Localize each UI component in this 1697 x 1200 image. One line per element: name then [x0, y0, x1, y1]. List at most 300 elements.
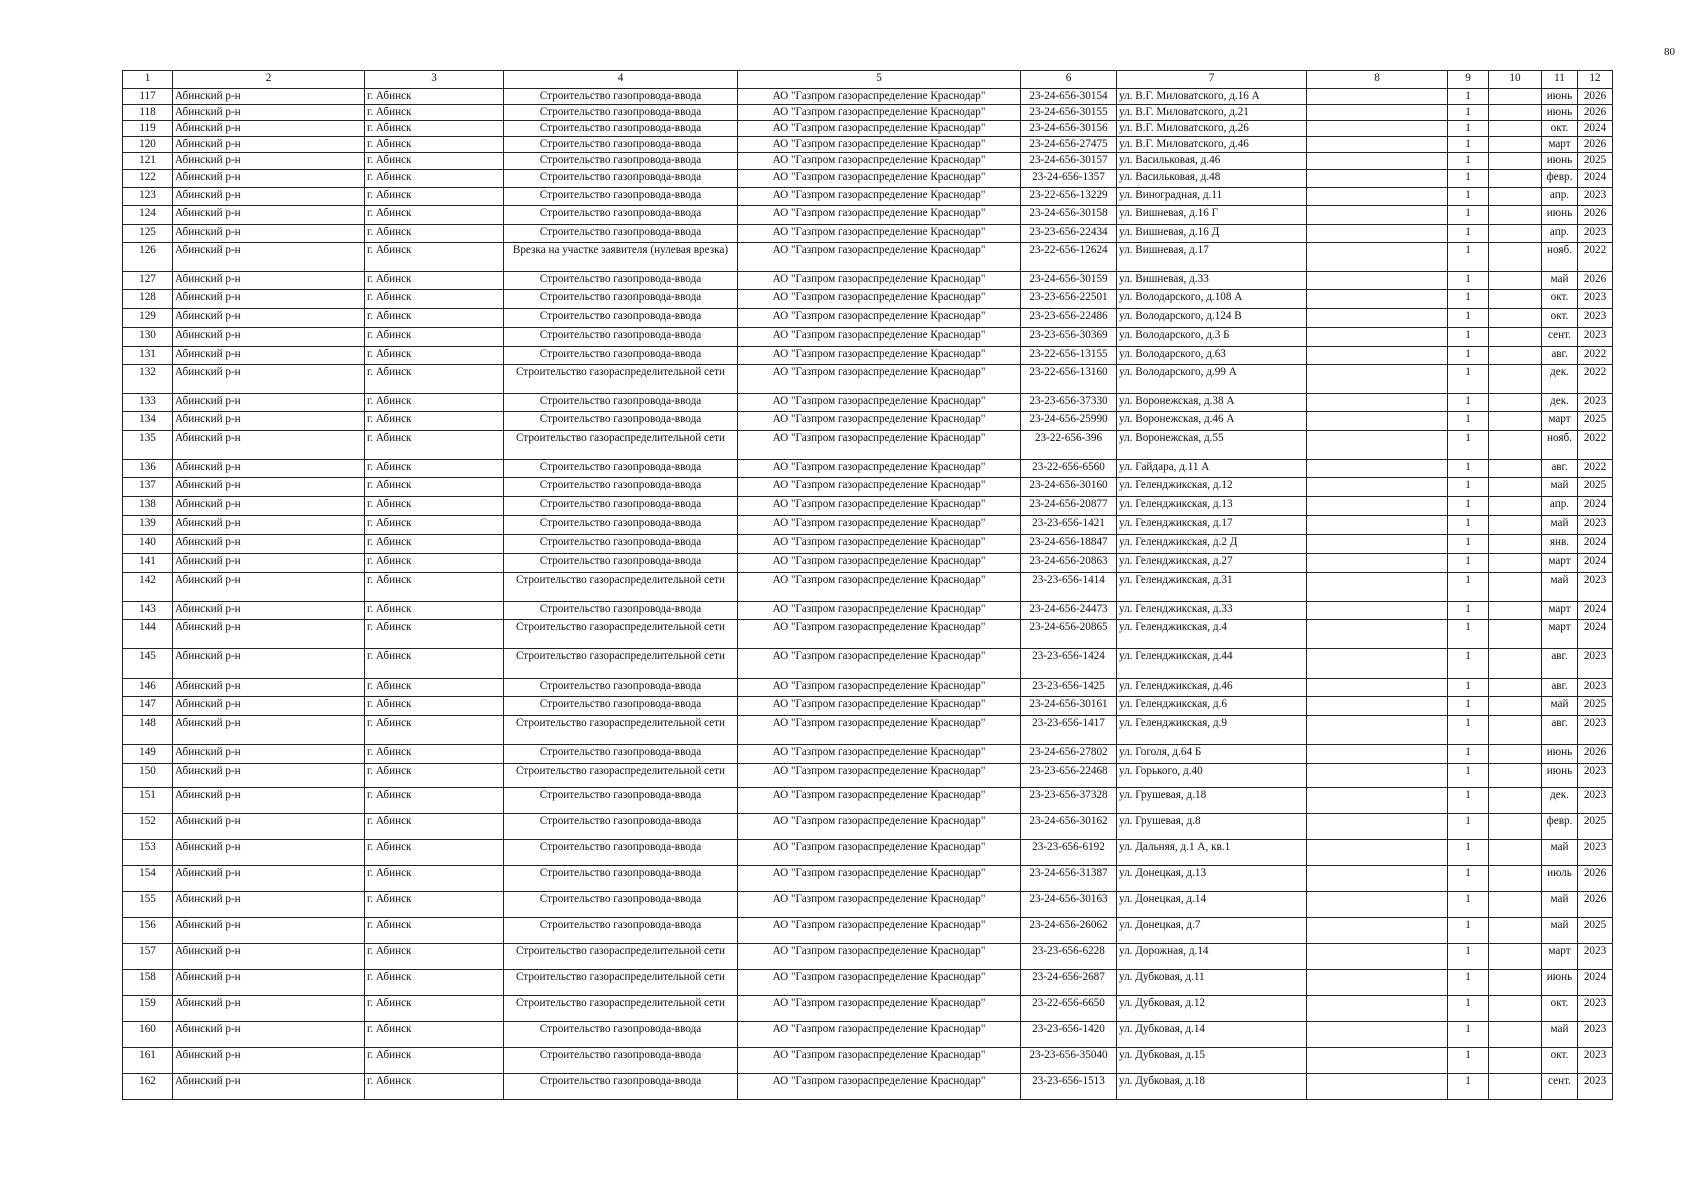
cell-row-number: 152	[123, 814, 173, 840]
cell-work-type: Строительство газопровода-ввода	[504, 602, 738, 620]
header-row	[123, 71, 1613, 89]
cell-city: г. Абинск	[365, 814, 504, 840]
cell-row-number: 138	[123, 497, 173, 516]
cell-row-number: 139	[123, 516, 173, 535]
cell-work-type: Строительство газопровода-ввода	[504, 206, 738, 225]
cell-application-number: 23-24-656-20877	[1021, 497, 1117, 516]
table-row	[123, 535, 1613, 554]
cell-organization: АО "Газпром газораспределение Краснодар"	[738, 697, 1021, 716]
cell-work-type: Строительство газопровода-ввода	[504, 745, 738, 764]
cell-organization: АО "Газпром газораспределение Краснодар"	[738, 554, 1021, 573]
cell-note	[1307, 121, 1448, 137]
header-cell-city: 3	[365, 71, 504, 89]
cell-work-type: Строительство газораспределительной сети	[504, 431, 738, 460]
cell-organization: АО "Газпром газораспределение Краснодар"	[738, 121, 1021, 137]
cell-extra	[1489, 431, 1542, 460]
cell-year: 2025	[1578, 478, 1613, 497]
cell-row-number: 159	[123, 996, 173, 1022]
cell-work-type: Строительство газопровода-ввода	[504, 814, 738, 840]
cell-note	[1307, 970, 1448, 996]
cell-month: окт.	[1542, 309, 1578, 328]
cell-month: дек.	[1542, 365, 1578, 394]
cell-month: нояб.	[1542, 243, 1578, 272]
cell-year: 2026	[1578, 137, 1613, 153]
cell-note	[1307, 1048, 1448, 1074]
cell-work-type: Строительство газопровода-ввода	[504, 309, 738, 328]
cell-extra	[1489, 892, 1542, 918]
cell-work-type: Строительство газораспределительной сети	[504, 764, 738, 788]
cell-application-number: 23-24-656-26062	[1021, 918, 1117, 944]
cell-district: Абинский р-н	[173, 944, 365, 970]
cell-district: Абинский р-н	[173, 460, 365, 478]
cell-work-type: Строительство газораспределительной сети	[504, 970, 738, 996]
cell-note	[1307, 745, 1448, 764]
cell-work-type: Строительство газораспределительной сети	[504, 944, 738, 970]
cell-address: ул. Васильковая, д.46	[1117, 153, 1307, 170]
cell-extra	[1489, 1074, 1542, 1100]
cell-city: г. Абинск	[365, 1074, 504, 1100]
cell-district: Абинский р-н	[173, 918, 365, 944]
cell-city: г. Абинск	[365, 620, 504, 649]
cell-quantity: 1	[1448, 105, 1489, 121]
cell-address: ул. Грушевая, д.8	[1117, 814, 1307, 840]
cell-extra	[1489, 866, 1542, 892]
header-cell-year: 12	[1578, 71, 1613, 89]
cell-application-number: 23-23-656-6228	[1021, 944, 1117, 970]
table-row	[123, 328, 1613, 347]
cell-organization: АО "Газпром газораспределение Краснодар"	[738, 535, 1021, 554]
cell-month: авг.	[1542, 649, 1578, 679]
cell-address: ул. Донецкая, д.7	[1117, 918, 1307, 944]
cell-row-number: 127	[123, 272, 173, 290]
cell-note	[1307, 272, 1448, 290]
table-row	[123, 516, 1613, 535]
cell-address: ул. Володарского, д.3 Б	[1117, 328, 1307, 347]
cell-note	[1307, 347, 1448, 365]
cell-work-type: Строительство газопровода-ввода	[504, 460, 738, 478]
cell-row-number: 148	[123, 716, 173, 745]
table-row	[123, 944, 1613, 970]
cell-month: февр.	[1542, 170, 1578, 188]
cell-month: дек.	[1542, 394, 1578, 412]
cell-organization: АО "Газпром газораспределение Краснодар"	[738, 970, 1021, 996]
cell-district: Абинский р-н	[173, 206, 365, 225]
cell-work-type: Строительство газораспределительной сети	[504, 620, 738, 649]
cell-year: 2023	[1578, 188, 1613, 206]
cell-year: 2026	[1578, 206, 1613, 225]
cell-organization: АО "Газпром газораспределение Краснодар"	[738, 188, 1021, 206]
cell-application-number: 23-23-656-22468	[1021, 764, 1117, 788]
cell-organization: АО "Газпром газораспределение Краснодар"	[738, 272, 1021, 290]
cell-application-number: 23-22-656-6650	[1021, 996, 1117, 1022]
cell-application-number: 23-22-656-396	[1021, 431, 1117, 460]
cell-district: Абинский р-н	[173, 272, 365, 290]
cell-month: сент.	[1542, 328, 1578, 347]
cell-quantity: 1	[1448, 272, 1489, 290]
cell-row-number: 119	[123, 121, 173, 137]
cell-year: 2024	[1578, 970, 1613, 996]
cell-city: г. Абинск	[365, 535, 504, 554]
cell-address: ул. Володарского, д.99 А	[1117, 365, 1307, 394]
cell-application-number: 23-24-656-30160	[1021, 478, 1117, 497]
cell-quantity: 1	[1448, 944, 1489, 970]
cell-application-number: 23-23-656-22434	[1021, 225, 1117, 243]
cell-extra	[1489, 996, 1542, 1022]
cell-extra	[1489, 716, 1542, 745]
cell-address: ул. Гайдара, д.11 А	[1117, 460, 1307, 478]
cell-district: Абинский р-н	[173, 309, 365, 328]
cell-row-number: 136	[123, 460, 173, 478]
table-row	[123, 649, 1613, 679]
cell-year: 2024	[1578, 121, 1613, 137]
cell-extra	[1489, 478, 1542, 497]
table-row	[123, 105, 1613, 121]
cell-extra	[1489, 170, 1542, 188]
cell-work-type: Строительство газопровода-ввода	[504, 554, 738, 573]
cell-address: ул. Геленджикская, д.31	[1117, 573, 1307, 602]
cell-note	[1307, 1074, 1448, 1100]
cell-district: Абинский р-н	[173, 573, 365, 602]
cell-organization: АО "Газпром газораспределение Краснодар"	[738, 89, 1021, 105]
cell-organization: АО "Газпром газораспределение Краснодар"	[738, 840, 1021, 866]
cell-city: г. Абинск	[365, 1022, 504, 1048]
table-row	[123, 620, 1613, 649]
cell-city: г. Абинск	[365, 365, 504, 394]
cell-month: март	[1542, 602, 1578, 620]
cell-extra	[1489, 814, 1542, 840]
cell-quantity: 1	[1448, 573, 1489, 602]
cell-application-number: 23-24-656-30157	[1021, 153, 1117, 170]
cell-address: ул. Геленджикская, д.4	[1117, 620, 1307, 649]
cell-application-number: 23-23-656-30369	[1021, 328, 1117, 347]
header-cell-extra: 10	[1489, 71, 1542, 89]
cell-quantity: 1	[1448, 764, 1489, 788]
cell-month: июнь	[1542, 206, 1578, 225]
cell-organization: АО "Газпром газораспределение Краснодар"	[738, 573, 1021, 602]
cell-note	[1307, 716, 1448, 745]
cell-year: 2023	[1578, 788, 1613, 814]
cell-note	[1307, 840, 1448, 866]
cell-address: ул. Геленджикская, д.2 Д	[1117, 535, 1307, 554]
cell-district: Абинский р-н	[173, 866, 365, 892]
cell-application-number: 23-24-656-30162	[1021, 814, 1117, 840]
cell-year: 2023	[1578, 328, 1613, 347]
cell-quantity: 1	[1448, 516, 1489, 535]
cell-month: окт.	[1542, 996, 1578, 1022]
cell-row-number: 133	[123, 394, 173, 412]
cell-work-type: Строительство газопровода-ввода	[504, 697, 738, 716]
cell-work-type: Строительство газопровода-ввода	[504, 918, 738, 944]
cell-extra	[1489, 745, 1542, 764]
cell-extra	[1489, 309, 1542, 328]
cell-organization: АО "Газпром газораспределение Краснодар"	[738, 1022, 1021, 1048]
cell-quantity: 1	[1448, 716, 1489, 745]
cell-organization: АО "Газпром газораспределение Краснодар"	[738, 944, 1021, 970]
cell-work-type: Строительство газопровода-ввода	[504, 535, 738, 554]
cell-note	[1307, 328, 1448, 347]
cell-city: г. Абинск	[365, 121, 504, 137]
header-cell-row-number: 1	[123, 71, 173, 89]
cell-application-number: 23-22-656-12624	[1021, 243, 1117, 272]
header-cell-organization: 5	[738, 71, 1021, 89]
cell-quantity: 1	[1448, 554, 1489, 573]
cell-district: Абинский р-н	[173, 516, 365, 535]
cell-month: июнь	[1542, 153, 1578, 170]
cell-note	[1307, 918, 1448, 944]
cell-row-number: 143	[123, 602, 173, 620]
header-cell-work-type: 4	[504, 71, 738, 89]
cell-district: Абинский р-н	[173, 365, 365, 394]
cell-city: г. Абинск	[365, 554, 504, 573]
cell-work-type: Строительство газопровода-ввода	[504, 866, 738, 892]
cell-row-number: 137	[123, 478, 173, 497]
cell-quantity: 1	[1448, 89, 1489, 105]
cell-note	[1307, 497, 1448, 516]
cell-quantity: 1	[1448, 649, 1489, 679]
cell-district: Абинский р-н	[173, 602, 365, 620]
cell-month: май	[1542, 1022, 1578, 1048]
cell-year: 2023	[1578, 516, 1613, 535]
cell-note	[1307, 105, 1448, 121]
table-row	[123, 153, 1613, 170]
cell-quantity: 1	[1448, 431, 1489, 460]
cell-city: г. Абинск	[365, 970, 504, 996]
cell-district: Абинский р-н	[173, 679, 365, 697]
cell-address: ул. Донецкая, д.14	[1117, 892, 1307, 918]
cell-extra	[1489, 573, 1542, 602]
cell-application-number: 23-24-656-1357	[1021, 170, 1117, 188]
cell-district: Абинский р-н	[173, 745, 365, 764]
cell-row-number: 161	[123, 1048, 173, 1074]
cell-address: ул. В.Г. Миловатского, д.26	[1117, 121, 1307, 137]
cell-work-type: Строительство газопровода-ввода	[504, 840, 738, 866]
table-row	[123, 840, 1613, 866]
cell-organization: АО "Газпром газораспределение Краснодар"	[738, 716, 1021, 745]
cell-note	[1307, 535, 1448, 554]
cell-extra	[1489, 328, 1542, 347]
cell-city: г. Абинск	[365, 918, 504, 944]
cell-note	[1307, 814, 1448, 840]
cell-organization: АО "Газпром газораспределение Краснодар"	[738, 1074, 1021, 1100]
cell-address: ул. Володарского, д.124 В	[1117, 309, 1307, 328]
cell-city: г. Абинск	[365, 137, 504, 153]
cell-year: 2025	[1578, 918, 1613, 944]
cell-extra	[1489, 394, 1542, 412]
cell-year: 2023	[1578, 840, 1613, 866]
table-row	[123, 170, 1613, 188]
cell-address: ул. Геленджикская, д.6	[1117, 697, 1307, 716]
cell-application-number: 23-22-656-13229	[1021, 188, 1117, 206]
cell-work-type: Строительство газопровода-ввода	[504, 497, 738, 516]
cell-month: март	[1542, 412, 1578, 431]
cell-address: ул. Вишневая, д.33	[1117, 272, 1307, 290]
cell-quantity: 1	[1448, 153, 1489, 170]
cell-year: 2026	[1578, 892, 1613, 918]
cell-organization: АО "Газпром газораспределение Краснодар"	[738, 431, 1021, 460]
cell-quantity: 1	[1448, 225, 1489, 243]
cell-extra	[1489, 412, 1542, 431]
cell-application-number: 23-23-656-1424	[1021, 649, 1117, 679]
cell-quantity: 1	[1448, 460, 1489, 478]
cell-note	[1307, 944, 1448, 970]
cell-work-type: Строительство газопровода-ввода	[504, 170, 738, 188]
cell-note	[1307, 573, 1448, 602]
cell-row-number: 142	[123, 573, 173, 602]
cell-note	[1307, 243, 1448, 272]
cell-work-type: Строительство газопровода-ввода	[504, 89, 738, 105]
cell-work-type: Строительство газопровода-ввода	[504, 225, 738, 243]
cell-row-number: 132	[123, 365, 173, 394]
cell-application-number: 23-24-656-30161	[1021, 697, 1117, 716]
cell-quantity: 1	[1448, 1074, 1489, 1100]
cell-city: г. Абинск	[365, 170, 504, 188]
cell-year: 2024	[1578, 602, 1613, 620]
cell-note	[1307, 866, 1448, 892]
cell-year: 2026	[1578, 105, 1613, 121]
cell-organization: АО "Газпром газораспределение Краснодар"	[738, 105, 1021, 121]
cell-organization: АО "Газпром газораспределение Краснодар"	[738, 516, 1021, 535]
cell-note	[1307, 290, 1448, 309]
cell-address: ул. Воронежская, д.55	[1117, 431, 1307, 460]
table-row	[123, 814, 1613, 840]
cell-month: дек.	[1542, 788, 1578, 814]
cell-note	[1307, 697, 1448, 716]
cell-organization: АО "Газпром газораспределение Краснодар"	[738, 814, 1021, 840]
cell-work-type: Строительство газопровода-ввода	[504, 1074, 738, 1100]
cell-application-number: 23-22-656-13155	[1021, 347, 1117, 365]
cell-year: 2025	[1578, 697, 1613, 716]
cell-year: 2023	[1578, 394, 1613, 412]
cell-note	[1307, 89, 1448, 105]
cell-row-number: 123	[123, 188, 173, 206]
cell-quantity: 1	[1448, 814, 1489, 840]
cell-application-number: 23-24-656-30163	[1021, 892, 1117, 918]
cell-row-number: 154	[123, 866, 173, 892]
cell-address: ул. Васильковая, д.48	[1117, 170, 1307, 188]
table-row	[123, 121, 1613, 137]
cell-note	[1307, 892, 1448, 918]
cell-district: Абинский р-н	[173, 431, 365, 460]
cell-month: май	[1542, 478, 1578, 497]
cell-extra	[1489, 105, 1542, 121]
cell-year: 2024	[1578, 497, 1613, 516]
table-row	[123, 243, 1613, 272]
cell-month: окт.	[1542, 121, 1578, 137]
cell-organization: АО "Газпром газораспределение Краснодар"	[738, 745, 1021, 764]
cell-month: март	[1542, 944, 1578, 970]
cell-month: май	[1542, 892, 1578, 918]
cell-application-number: 23-24-656-30154	[1021, 89, 1117, 105]
cell-quantity: 1	[1448, 996, 1489, 1022]
cell-work-type: Строительство газопровода-ввода	[504, 272, 738, 290]
cell-address: ул. Донецкая, д.13	[1117, 866, 1307, 892]
cell-month: июнь	[1542, 970, 1578, 996]
cell-city: г. Абинск	[365, 272, 504, 290]
cell-extra	[1489, 840, 1542, 866]
cell-work-type: Строительство газопровода-ввода	[504, 679, 738, 697]
table-row	[123, 679, 1613, 697]
cell-row-number: 141	[123, 554, 173, 573]
cell-application-number: 23-24-656-30158	[1021, 206, 1117, 225]
cell-city: г. Абинск	[365, 679, 504, 697]
cell-application-number: 23-23-656-6192	[1021, 840, 1117, 866]
cell-address: ул. Дубковая, д.12	[1117, 996, 1307, 1022]
header-cell-application-number: 6	[1021, 71, 1117, 89]
cell-city: г. Абинск	[365, 497, 504, 516]
cell-row-number: 130	[123, 328, 173, 347]
cell-extra	[1489, 290, 1542, 309]
cell-note	[1307, 764, 1448, 788]
cell-district: Абинский р-н	[173, 1048, 365, 1074]
cell-district: Абинский р-н	[173, 535, 365, 554]
table-row	[123, 1022, 1613, 1048]
cell-application-number: 23-23-656-1513	[1021, 1074, 1117, 1100]
cell-row-number: 149	[123, 745, 173, 764]
cell-year: 2023	[1578, 944, 1613, 970]
table-row	[123, 225, 1613, 243]
cell-address: ул. Воронежская, д.46 А	[1117, 412, 1307, 431]
table-row	[123, 764, 1613, 788]
cell-application-number: 23-23-656-1425	[1021, 679, 1117, 697]
table-row	[123, 478, 1613, 497]
cell-organization: АО "Газпром газораспределение Краснодар"	[738, 347, 1021, 365]
cell-district: Абинский р-н	[173, 137, 365, 153]
cell-note	[1307, 394, 1448, 412]
cell-address: ул. Дорожная, д.14	[1117, 944, 1307, 970]
cell-city: г. Абинск	[365, 460, 504, 478]
cell-month: июнь	[1542, 105, 1578, 121]
cell-district: Абинский р-н	[173, 412, 365, 431]
cell-district: Абинский р-н	[173, 153, 365, 170]
cell-year: 2023	[1578, 996, 1613, 1022]
cell-month: май	[1542, 573, 1578, 602]
cell-quantity: 1	[1448, 137, 1489, 153]
cell-month: март	[1542, 620, 1578, 649]
cell-address: ул. Воронежская, д.38 А	[1117, 394, 1307, 412]
cell-work-type: Строительство газопровода-ввода	[504, 105, 738, 121]
cell-month: май	[1542, 697, 1578, 716]
cell-work-type: Строительство газопровода-ввода	[504, 347, 738, 365]
cell-month: нояб.	[1542, 431, 1578, 460]
cell-row-number: 162	[123, 1074, 173, 1100]
cell-application-number: 23-23-656-1414	[1021, 573, 1117, 602]
cell-row-number: 118	[123, 105, 173, 121]
cell-note	[1307, 620, 1448, 649]
cell-address: ул. Геленджикская, д.13	[1117, 497, 1307, 516]
header-cell-note: 8	[1307, 71, 1448, 89]
cell-month: июнь	[1542, 89, 1578, 105]
cell-extra	[1489, 944, 1542, 970]
cell-quantity: 1	[1448, 121, 1489, 137]
cell-year: 2026	[1578, 89, 1613, 105]
cell-address: ул. В.Г. Миловатского, д.21	[1117, 105, 1307, 121]
cell-extra	[1489, 153, 1542, 170]
cell-city: г. Абинск	[365, 866, 504, 892]
cell-extra	[1489, 121, 1542, 137]
cell-organization: АО "Газпром газораспределение Краснодар"	[738, 309, 1021, 328]
cell-year: 2024	[1578, 535, 1613, 554]
cell-district: Абинский р-н	[173, 394, 365, 412]
cell-district: Абинский р-н	[173, 1022, 365, 1048]
cell-city: г. Абинск	[365, 309, 504, 328]
header-cell-district: 2	[173, 71, 365, 89]
cell-city: г. Абинск	[365, 764, 504, 788]
cell-note	[1307, 309, 1448, 328]
table-row	[123, 206, 1613, 225]
cell-extra	[1489, 970, 1542, 996]
cell-city: г. Абинск	[365, 602, 504, 620]
cell-application-number: 23-24-656-30155	[1021, 105, 1117, 121]
